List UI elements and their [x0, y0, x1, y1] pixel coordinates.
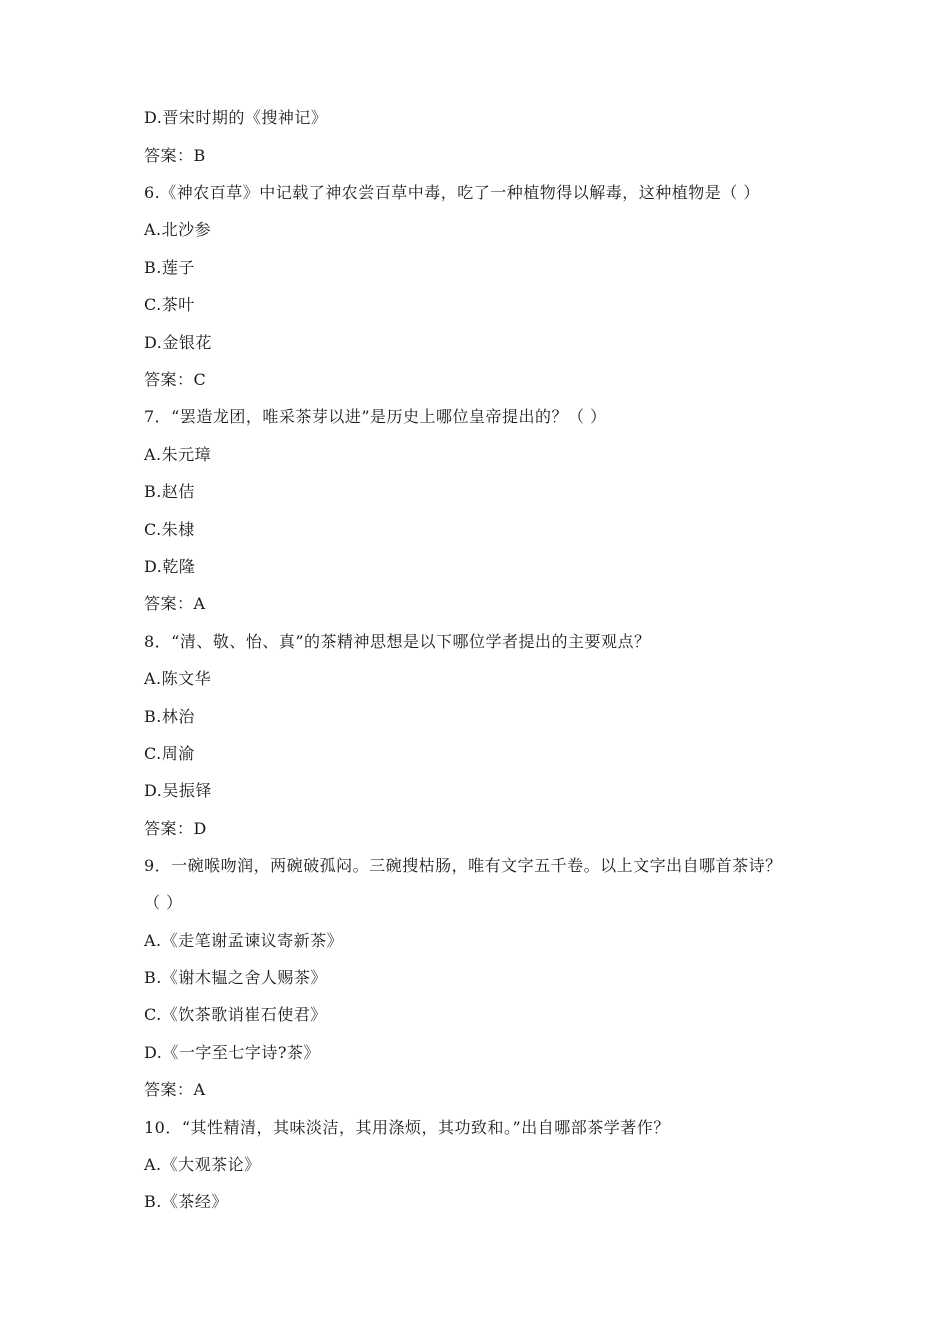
answer-line: 答案：A	[144, 594, 206, 613]
option-line: C.《饮茶歌诮崔石使君》	[144, 1005, 327, 1024]
option-line: A.北沙参	[144, 220, 212, 239]
option-line: C.茶叶	[144, 295, 195, 314]
answer-line: 答案：A	[144, 1080, 206, 1099]
option-line: B.林治	[144, 707, 195, 726]
option-line: D.金银花	[144, 333, 212, 352]
option-line: C.周渝	[144, 744, 195, 763]
option-line: D.晋宋时期的《搜神记》	[144, 108, 328, 127]
question-line: 8．“清、敬、怡、真”的茶精神思想是以下哪位学者提出的主要观点？	[144, 632, 651, 651]
option-line: B.莲子	[144, 258, 195, 277]
answer-line: 答案：C	[144, 370, 207, 389]
answer-line: 答案：B	[144, 146, 206, 165]
question-line-continuation: （ ）	[144, 893, 183, 912]
question-line: 10．“其性精清，其味淡洁，其用涤烦，其功致和。”出自哪部茶学著作？	[144, 1118, 670, 1137]
option-line: D.乾隆	[144, 557, 196, 576]
option-line: A.《大观茶论》	[144, 1155, 261, 1174]
option-line: D.吴振铎	[144, 781, 212, 800]
question-line: 7．“罢造龙团，唯采茶芽以进”是历史上哪位皇帝提出的？（ ）	[144, 407, 607, 426]
answer-line: 答案：D	[144, 819, 207, 838]
question-line: 6.《神农百草》中记载了神农尝百草中毒，吃了一种植物得以解毒，这种植物是（ ）	[144, 183, 760, 202]
option-line: A.朱元璋	[144, 445, 212, 464]
option-line: C.朱棣	[144, 520, 195, 539]
option-line: D.《一字至七字诗?茶》	[144, 1043, 320, 1062]
option-line: A.陈文华	[144, 669, 212, 688]
option-line: B.赵佶	[144, 482, 195, 501]
question-line: 9．一碗喉吻润，两碗破孤闷。三碗搜枯肠，唯有文字五千卷。以上文字出自哪首茶诗？	[144, 856, 782, 875]
option-line: B.《茶经》	[144, 1192, 228, 1211]
option-line: A.《走笔谢孟谏议寄新茶》	[144, 931, 344, 950]
option-line: B.《谢木韫之舍人赐茶》	[144, 968, 327, 987]
